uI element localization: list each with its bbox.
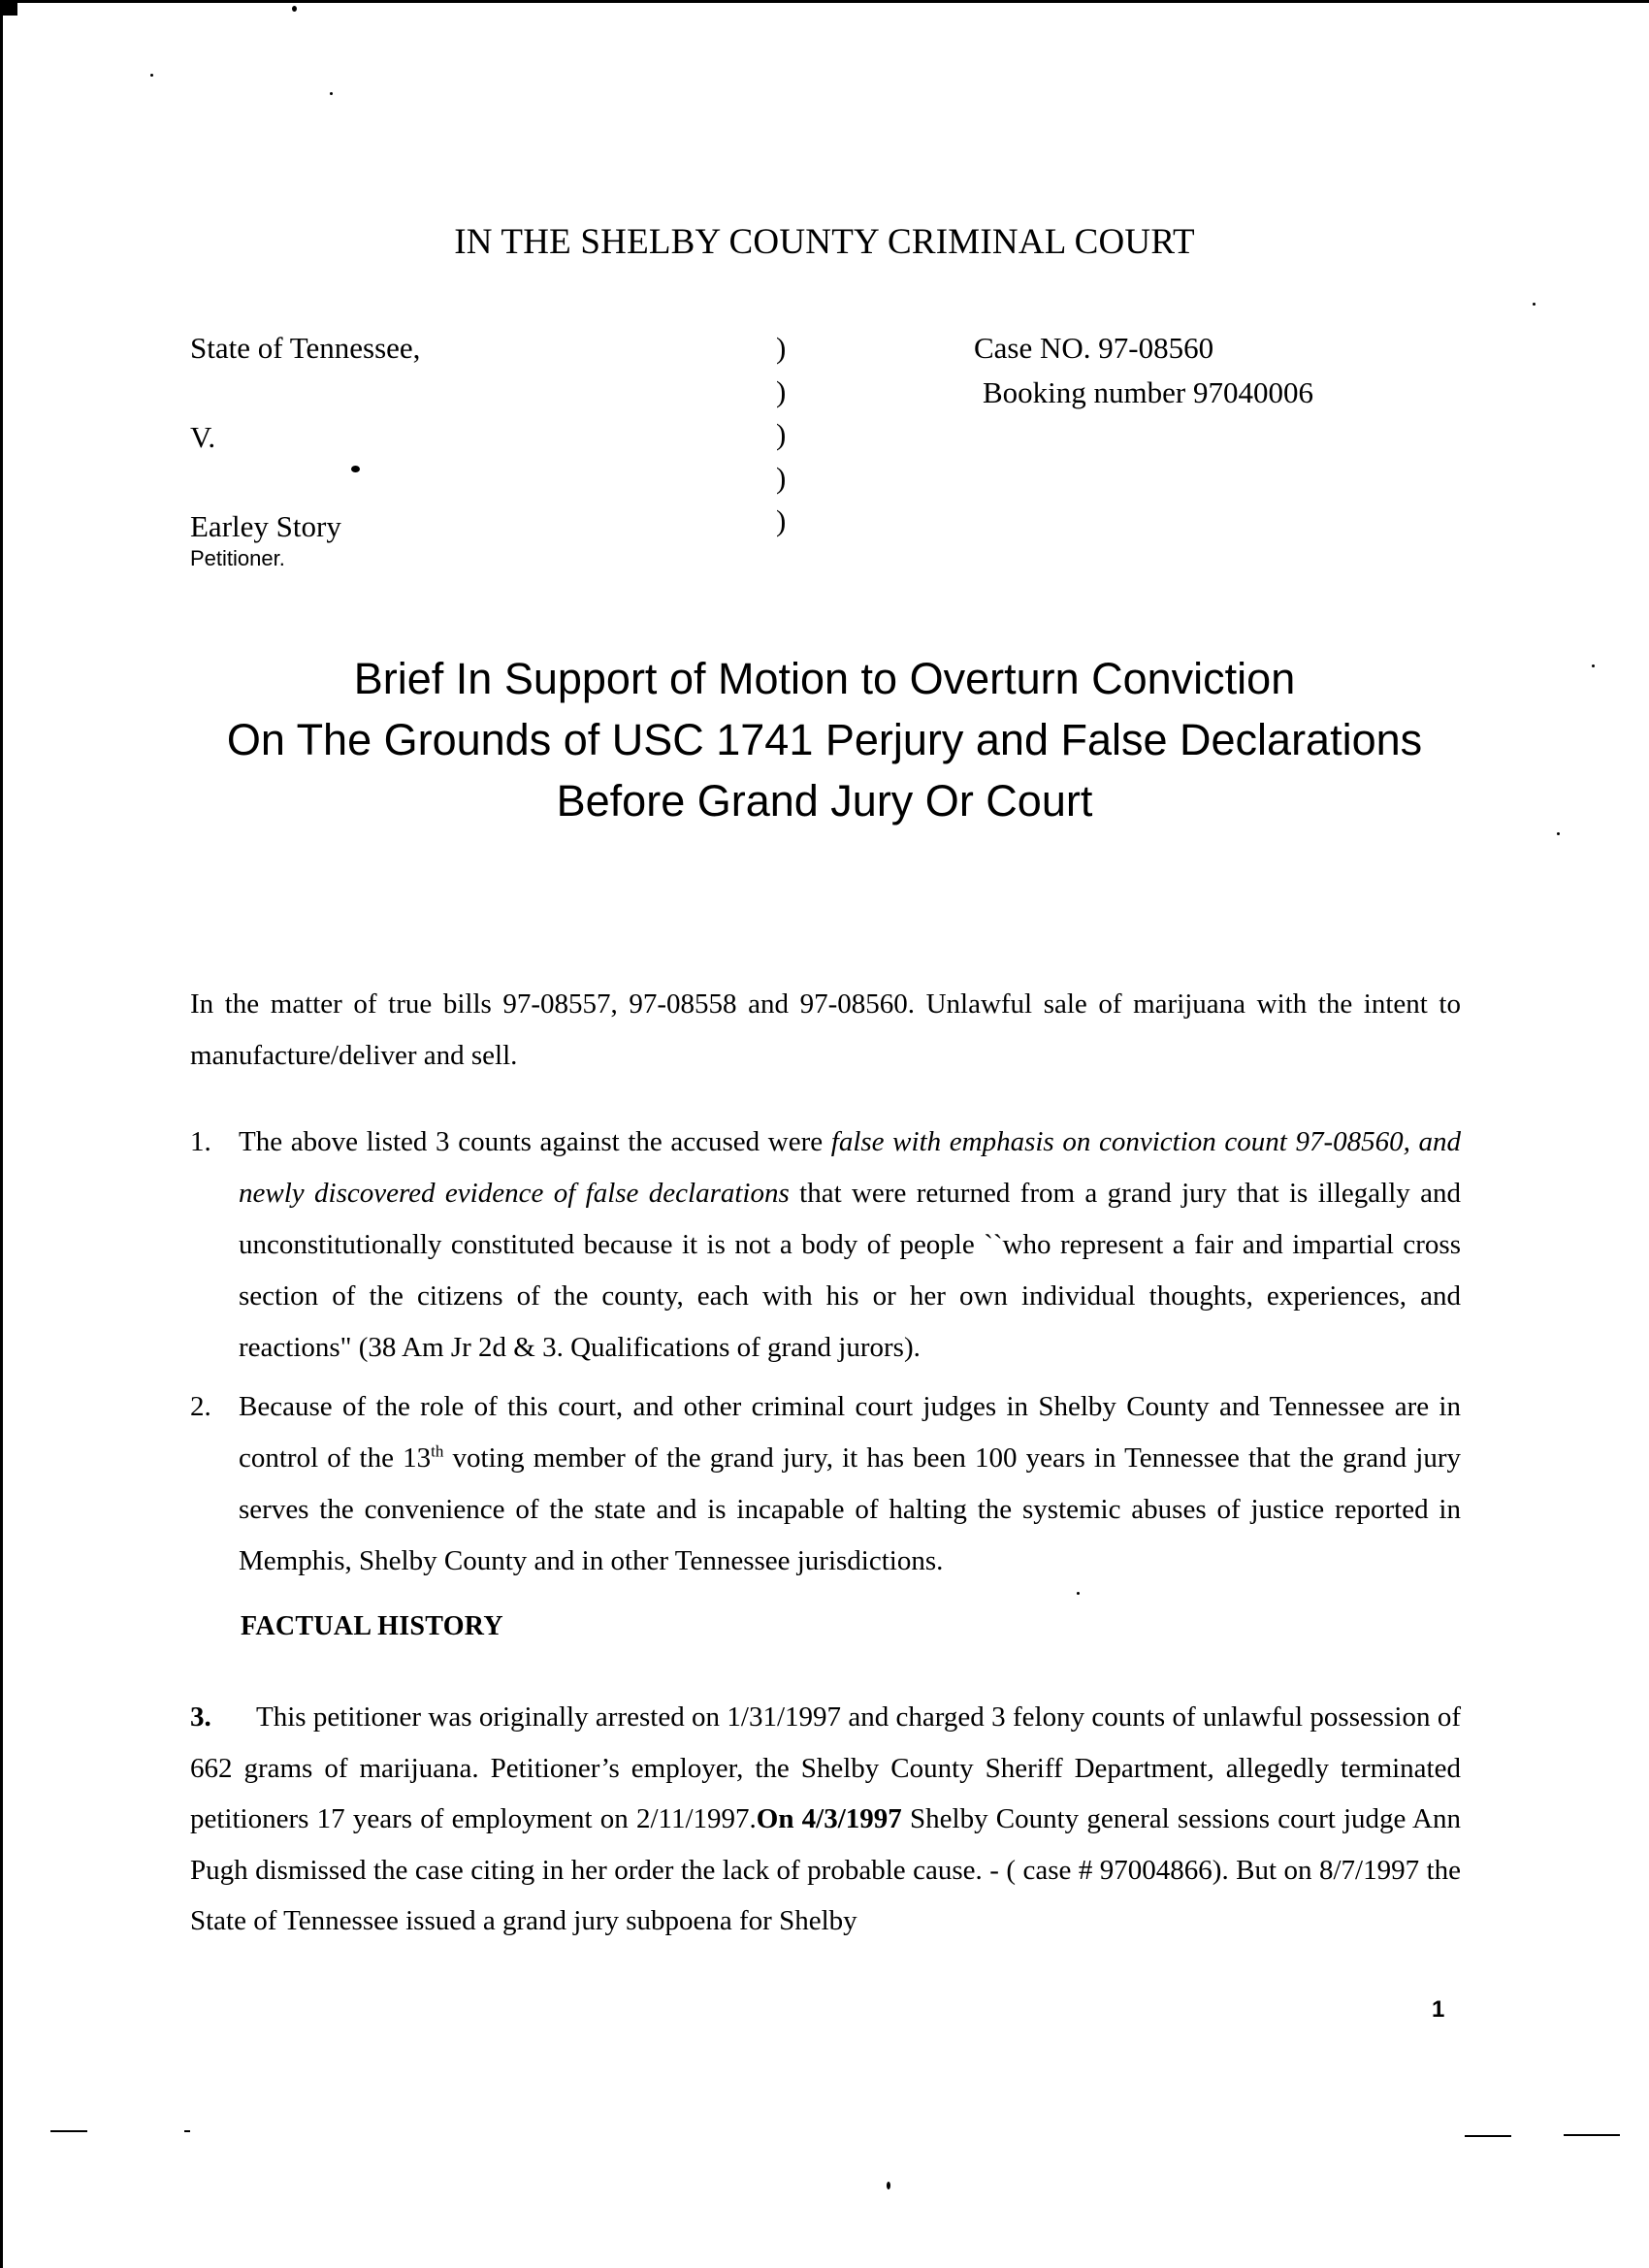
scan-dash bbox=[184, 2130, 190, 2132]
scan-edge-left bbox=[0, 0, 3, 2268]
list-item bbox=[190, 1381, 1461, 1587]
text-run: Shelby County general sessions court judge Ann Pugh dismissed the case citing in her order the lack of probable cause. - ( case # 97004866). But on 8/7/1997 the State of Tennessee issued a grand jury subpoena for Shelby bbox=[190, 1803, 1461, 1936]
scan-speck bbox=[330, 92, 333, 95]
list-item bbox=[190, 1117, 1461, 1374]
scan-speck bbox=[887, 2182, 890, 2189]
caption-spacer bbox=[190, 460, 420, 504]
scan-speck bbox=[1533, 303, 1536, 306]
scan-speck bbox=[1077, 1592, 1080, 1595]
court-heading: IN THE SHELBY COUNTY CRIMINAL COURT bbox=[454, 222, 1195, 262]
scan-speck bbox=[150, 74, 153, 77]
list-item-text bbox=[239, 1381, 1461, 1587]
case-caption-parties bbox=[190, 326, 420, 572]
caption-spacer bbox=[190, 371, 420, 415]
emphasis-text: false with emphasis on conviction count 97-08560, and newly discovered evidence of false declarations bbox=[239, 1126, 1461, 1209]
scan-edge-top bbox=[0, 0, 1649, 3]
case-identifiers bbox=[974, 326, 1313, 415]
list-item-number: 1. bbox=[190, 1126, 211, 1157]
brief-title bbox=[0, 648, 1649, 831]
list-item-number: 2. bbox=[190, 1391, 211, 1422]
list-item-text bbox=[239, 1117, 1461, 1374]
factual-history-paragraph bbox=[190, 1692, 1461, 1947]
text-run: This petitioner was originally arrested on 1/31/1997 and charged 3 felony counts of unlawful possession of 662 grams of marijuana. Petitioner’s employer, the Shelby County Sheriff Department, allegedly terminated petitioners 17 years of employment on 2/11/1997. bbox=[190, 1701, 1461, 1834]
booking-number: Booking number 97040006 bbox=[983, 375, 1313, 409]
caption-paren: ) bbox=[776, 417, 787, 451]
defendant-name: Earley Story bbox=[190, 509, 341, 543]
section-heading: FACTUAL HISTORY bbox=[241, 1611, 503, 1641]
paragraph-number: 3. bbox=[190, 1701, 211, 1733]
caption-parentheses bbox=[776, 326, 786, 542]
scan-dash bbox=[50, 2130, 87, 2132]
brief-title-line: Before Grand Jury Or Court bbox=[556, 776, 1093, 826]
caption-paren: ) bbox=[776, 460, 787, 495]
scan-corner-mark bbox=[0, 0, 17, 16]
intro-paragraph: In the matter of true bills 97-08557, 97-08558 and 97-08560. Unlawful sale of marijuana with the intent to manufacture/deliver and sell. bbox=[190, 988, 1461, 1071]
case-number: Case NO. 97-08560 bbox=[974, 331, 1214, 365]
scan-speck bbox=[292, 6, 297, 12]
scan-dash bbox=[1564, 2134, 1620, 2136]
text-run: Because of the role of this court, and other criminal court judges in Shelby County and Tennessee are in control of the 13 bbox=[239, 1391, 1461, 1474]
text-run: The above listed 3 counts against the accused were bbox=[239, 1126, 831, 1157]
text-run: that were returned from a grand jury that is illegally and unconstitutionally constituted because it is not a body of people ``who represent a fair and impartial cross section of the citizens of the county, each with his or her own individual thoughts, experiences, and reactions" (38 Am Jr 2d & 3. Qualifications of grand jurors). bbox=[239, 1178, 1461, 1363]
versus-label: V. bbox=[190, 420, 216, 454]
brief-title-line: Brief In Support of Motion to Overturn Conviction bbox=[353, 654, 1296, 703]
bold-date: On 4/3/1997 bbox=[756, 1803, 902, 1834]
caption-paren: ) bbox=[776, 331, 787, 365]
defendant-role: Petitioner. bbox=[190, 546, 285, 570]
caption-paren: ) bbox=[776, 503, 787, 537]
caption-paren: ) bbox=[776, 373, 787, 408]
ordinal-suffix: th bbox=[431, 1442, 444, 1461]
scan-dash bbox=[1465, 2135, 1511, 2137]
scan-speck bbox=[1557, 832, 1560, 835]
plaintiff-name: State of Tennessee, bbox=[190, 331, 421, 365]
page-number: 1 bbox=[1432, 1996, 1445, 2023]
brief-title-line: On The Grounds of USC 1741 Perjury and False Declarations bbox=[226, 715, 1423, 764]
numbered-list bbox=[190, 1117, 1461, 1587]
text-run: voting member of the grand jury, it has been 100 years in Tennessee that the grand jury serves the convenience of the state and is incapable of halting the systemic abuses of justice reported in Memphis, Shelby County and in other Tennessee jurisdictions. bbox=[239, 1442, 1462, 1576]
